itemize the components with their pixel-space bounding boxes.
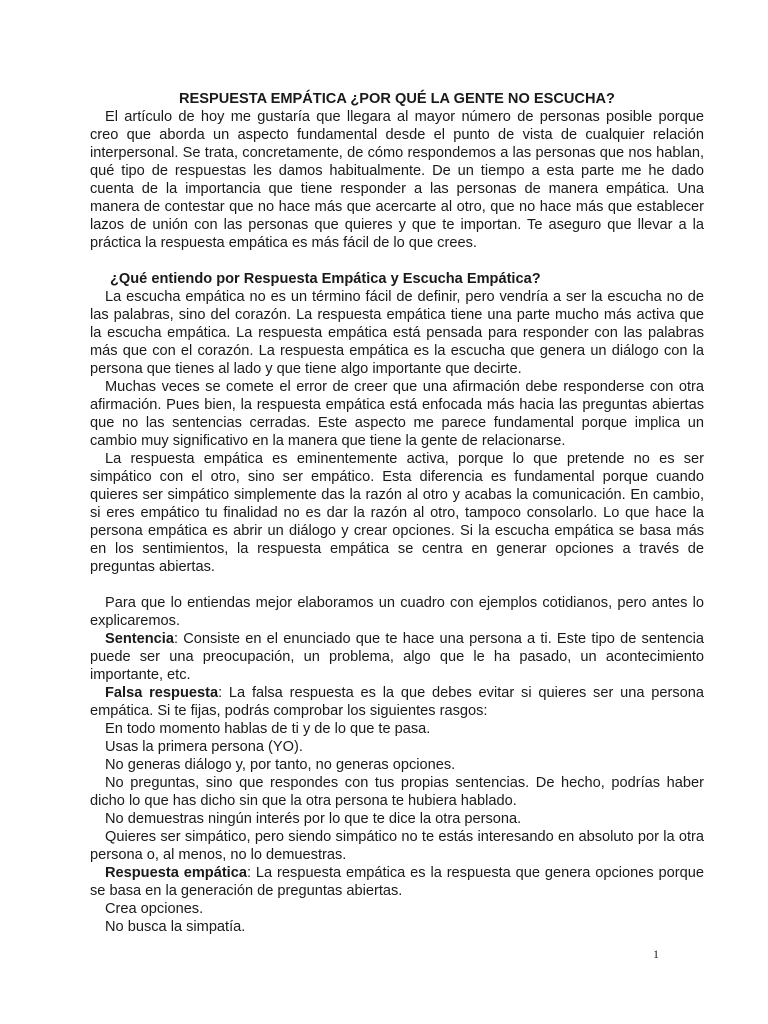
falsa-respuesta-term: Falsa respuesta: [105, 685, 219, 701]
falsa-respuesta-definition: : La falsa respuesta es la que debes evitar si quieres ser una persona empática. Si te fijas, podrás comprobar los siguientes rasgos:: [90, 685, 705, 719]
respuesta-empatica-definition: : La respuesta empática es la respuesta que genera opciones porque se basa en la generación de preguntas abiertas.: [90, 865, 705, 899]
document-page: [90, 90, 704, 936]
respuesta-empatica-term: Respuesta empática: [105, 865, 247, 881]
section-paragraph-2: Muchas veces se comete el error de creer que una afirmación debe responderse con otra afirmación. Pues bien, la respuesta empática está enfocada más hacia las preguntas abiertas que no las sentencias cerradas. Este aspecto me parece fundamental porque implica un cambio muy significativo en la manera que tiene la gente de relacionarse.: [90, 379, 704, 449]
falsa-respuesta-trait: No demuestras ningún interés por lo que te dice la otra persona.: [105, 811, 522, 827]
respuesta-empatica-trait: Crea opciones.: [105, 901, 204, 917]
intro-paragraph: El artículo de hoy me gustaría que llegara al mayor número de personas posible porque creo que aborda un aspecto fundamental desde el punto de vista de cualquier relación interpersonal. Se trata, concretamente, de cómo respondemos a las personas que nos hablan, qué tipo de respuestas les damos habitualmente. De un tiempo a esta parte me he dado cuenta de la importancia que tiene responder a las personas de manera empática. Una manera de contestar que no hace más que acercarte al otro, que no hace más que establecer lazos de unión con las personas que quieres y que te importan. Te aseguro que llevar a la práctica la respuesta empática es más fácil de lo que crees.: [90, 109, 704, 251]
blank-line: [90, 576, 704, 594]
respuesta-empatica-trait: No busca la simpatía.: [105, 919, 246, 935]
falsa-respuesta-trait: No generas diálogo y, por tanto, no generas opciones.: [105, 757, 456, 773]
section-paragraph-1: La escucha empática no es un término fácil de definir, pero vendría a ser la escucha no de las palabras, sino del corazón. La respuesta empática tiene una parte mucho más activa que la escucha empática. La respuesta empática está pensada para responder con las palabras más que con el corazón. La respuesta empática es la escucha que genera un diálogo con la persona que tienes al lado y que tiene algo importante que decirte.: [90, 289, 704, 377]
sentencia-term: Sentencia: [105, 631, 174, 647]
falsa-respuesta-trait: No preguntas, sino que respondes con tus propias sentencias. De hecho, podrías haber dicho lo que has dicho sin que la otra persona te hubiera hablado.: [90, 775, 704, 809]
falsa-respuesta-paragraph: [90, 684, 704, 720]
document-title: RESPUESTA EMPÁTICA ¿POR QUÉ LA GENTE NO ESCUCHA?: [179, 91, 615, 107]
section-heading: ¿Qué entiendo por Respuesta Empática y Escucha Empática?: [110, 271, 541, 287]
falsa-respuesta-trait: En todo momento hablas de ti y de lo que te pasa.: [105, 721, 431, 737]
sentencia-paragraph: [90, 630, 704, 684]
falsa-respuesta-trait: Usas la primera persona (YO).: [105, 739, 303, 755]
sentencia-definition: : Consiste en el enunciado que te hace una persona a ti. Este tipo de sentencia puede ser una preocupación, un problema, algo que le ha pasado, un acontecimiento importante, etc.: [90, 631, 704, 683]
section-paragraph-3: La respuesta empática es eminentemente activa, porque lo que pretende no es ser simpático con el otro, sino ser empático. Esta diferencia es fundamental porque cuando quieres ser simpático simplemente das la razón al otro y acabas la comunicación. En cambio, si eres empático tu finalidad no es dar la razón al otro, tampoco consolarlo. Lo que hace la persona empática es abrir un diálogo y crear opciones. Si la escucha empática se basa más en los sentimientos, la respuesta empática se centra en generar opciones a través de preguntas abiertas.: [90, 451, 704, 575]
respuesta-empatica-paragraph: [90, 864, 704, 900]
falsa-respuesta-trait: Quieres ser simpático, pero siendo simpático no te estás interesando en absoluto por la otra persona o, al menos, no lo demuestras.: [90, 829, 704, 863]
page-number: 1: [653, 947, 659, 961]
cuadro-intro-paragraph: Para que lo entiendas mejor elaboramos un cuadro con ejemplos cotidianos, pero antes lo explicaremos.: [90, 595, 704, 629]
